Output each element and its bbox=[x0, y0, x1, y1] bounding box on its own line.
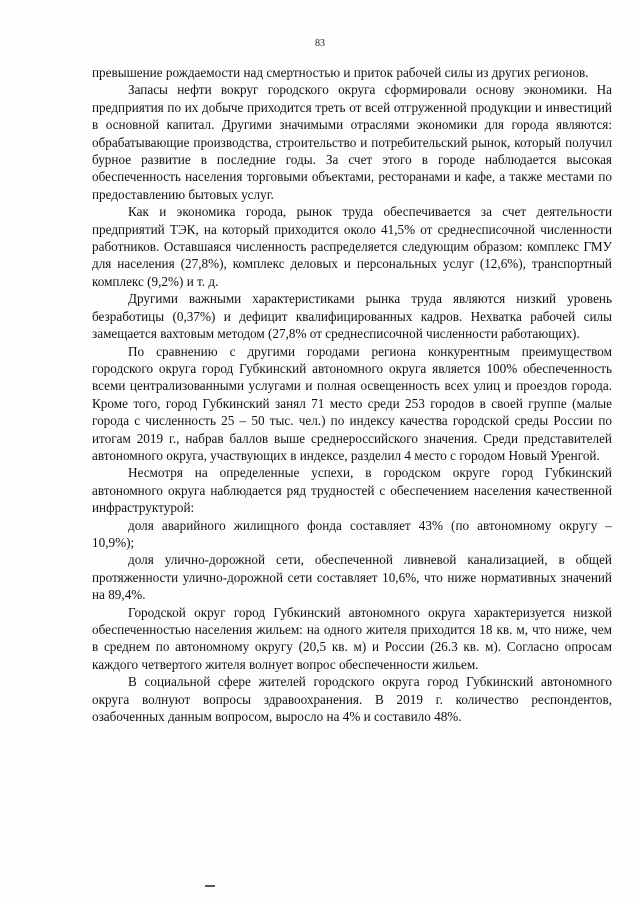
list-item: доля улично-дорожной сети, обеспеченной ливневой канализацией, в общей протяженности улично-дорожной сети составляет 10,6%, что ниже нормативных значений на 89,4%. bbox=[92, 552, 612, 603]
paragraph: Запасы нефти вокруг городского округа сформировали основу экономики. На предприятия по их добыче приходится треть от всей отгруженной продукции и инвестиций в основной капитал. Другими значимыми отраслями экономики для города являются: обрабатывающие производства, строительство и потребительский рынок, который получил бурное развитие в последние годы. За счет этого в городе наблюдается высокая обеспеченность населения торговыми объектами, ресторанами и кафе, а также местами по предоставлению бытовых услуг. bbox=[92, 82, 612, 202]
paragraph: По сравнению с другими городами региона конкурентным преимуществом городского округа город Губкинский автономного округа является 100% обеспеченность всеми централизованными услугами и полная освещенность всех улиц и проездов города. Кроме того, город Губкинский занял 71 место среди 253 городов в своей группе (малые города с численность 25 – 50 тыс. чел.) по индексу качества городской среды России по итогам 2019 г., набрав баллов выше среднероссийского значения. Среди представителей автономного округа, участвующих в индексе, разделил 4 место с городом Новый Уренгой. bbox=[92, 343, 612, 463]
paragraph: В социальной сфере жителей городского округа город Губкинский автономного округа волнуют вопросы здравоохранения. В 2019 г. количество респондентов, озабоченных данным вопросом, выросло на 4% и составило 48%. bbox=[92, 674, 612, 725]
paragraph: Несмотря на определенные успехи, в городском округе город Губкинский автономного округа наблюдается ряд трудностей с обеспечением населения качественной инфраструктурой: bbox=[92, 465, 612, 516]
page-number: 83 bbox=[315, 38, 325, 49]
paragraph: Другими важными характеристиками рынка труда являются низкий уровень безработицы (0,37%) и дефицит квалифицированных кадров. Нехватка рабочей силы замещается вахтовым методом (27,8% от среднесписочной численности работающих). bbox=[92, 291, 612, 342]
scan-mark bbox=[205, 885, 215, 887]
paragraph: Как и экономика города, рынок труда обеспечивается за счет деятельности предприятий ТЭК, на который приходится около 41,5% от среднесписочной численности работников. Оставшаяся численность распределяется следующим образом: комплекс ГМУ для населения (27,8%), комплекс деловых и персональных услуг (12,6%), транспортный комплекс (9,2%) и т. д. bbox=[92, 204, 612, 289]
list-item: доля аварийного жилищного фонда составляет 43% (по автономному округу – 10,9%); bbox=[92, 517, 612, 550]
paragraph: превышение рождаемости над смертностью и приток рабочей силы из других регионов. bbox=[92, 65, 589, 80]
paragraph: Городской округ город Губкинский автономного округа характеризуется низкой обеспеченностью населения жильем: на одного жителя приходится 18 кв. м, что ниже, чем в среднем по автономному округу (20,5 кв. м) и России (26.3 кв. м). Согласно опросам каждого четвертого жителя волнует вопрос обеспеченности жильем. bbox=[92, 604, 612, 672]
document-body bbox=[92, 64, 612, 725]
